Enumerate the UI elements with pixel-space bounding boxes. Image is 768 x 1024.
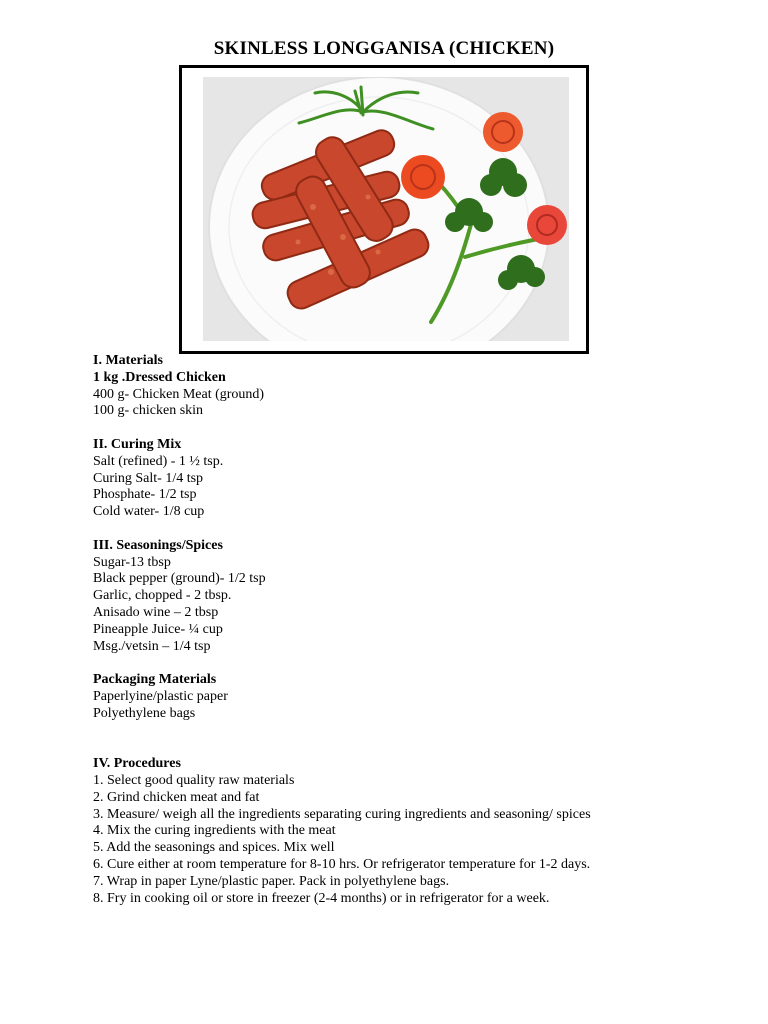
seasonings-item: Msg./vetsin – 1/4 tsp <box>93 638 211 654</box>
curing-mix-item: Phosphate- 1/2 tsp <box>93 487 197 503</box>
procedure-step: 2. Grind chicken meat and fat <box>93 789 260 805</box>
materials-subheading: 1 kg .Dressed Chicken <box>93 369 226 385</box>
seasonings-item: Sugar-13 tbsp <box>93 554 171 570</box>
packaging-item: Paperlyine/plastic paper <box>93 688 228 704</box>
materials-heading: I. Materials <box>93 353 163 368</box>
curing-mix-heading: II. Curing Mix <box>93 436 182 452</box>
curing-mix-item: Salt (refined) - 1 ½ tsp. <box>93 453 224 469</box>
procedure-step: 8. Fry in cooking oil or store in freezer (2-4 months) or in refrigerator for a week. <box>93 890 550 906</box>
procedure-step: 5. Add the seasonings and spices. Mix well <box>93 840 335 856</box>
packaging-heading: Packaging Materials <box>93 672 217 688</box>
dish-photo <box>203 77 569 341</box>
packaging-item: Polyethylene bags <box>93 705 196 721</box>
procedure-step: 4. Mix the curing ingredients with the meat <box>93 823 336 839</box>
procedure-step: 6. Cure either at room temperature for 8-10 hrs. Or refrigerator temperature for 1-2 days. <box>93 856 591 872</box>
curing-mix-item: Cold water- 1/8 cup <box>93 504 205 520</box>
procedure-step: 3. Measure/ weigh all the ingredients separating curing ingredients and seasoning/ spices <box>93 806 591 822</box>
seasonings-item: Pineapple Juice- ¼ cup <box>93 621 223 637</box>
page-title: SKINLESS LONGGANISA (CHICKEN) <box>213 38 555 59</box>
materials-item: 100 g- chicken skin <box>93 403 204 419</box>
procedure-step: 1. Select good quality raw materials <box>93 772 295 788</box>
dish-photo-frame <box>179 65 589 354</box>
seasonings-item: Black pepper (ground)- 1/2 tsp <box>93 571 266 587</box>
procedures-heading: IV. Procedures <box>93 756 181 772</box>
recipe-content <box>93 353 713 907</box>
seasonings-heading: III. Seasonings/Spices <box>93 537 223 553</box>
longganisa-plate-illustration <box>203 77 569 341</box>
materials-item: 400 g- Chicken Meat (ground) <box>93 386 265 402</box>
seasonings-item: Garlic, chopped - 2 tbsp. <box>93 588 232 604</box>
procedure-step: 7. Wrap in paper Lyne/plastic paper. Pack in polyethylene bags. <box>93 873 450 889</box>
curing-mix-item: Curing Salt- 1/4 tsp <box>93 470 204 486</box>
seasonings-item: Anisado wine – 2 tbsp <box>93 604 219 620</box>
